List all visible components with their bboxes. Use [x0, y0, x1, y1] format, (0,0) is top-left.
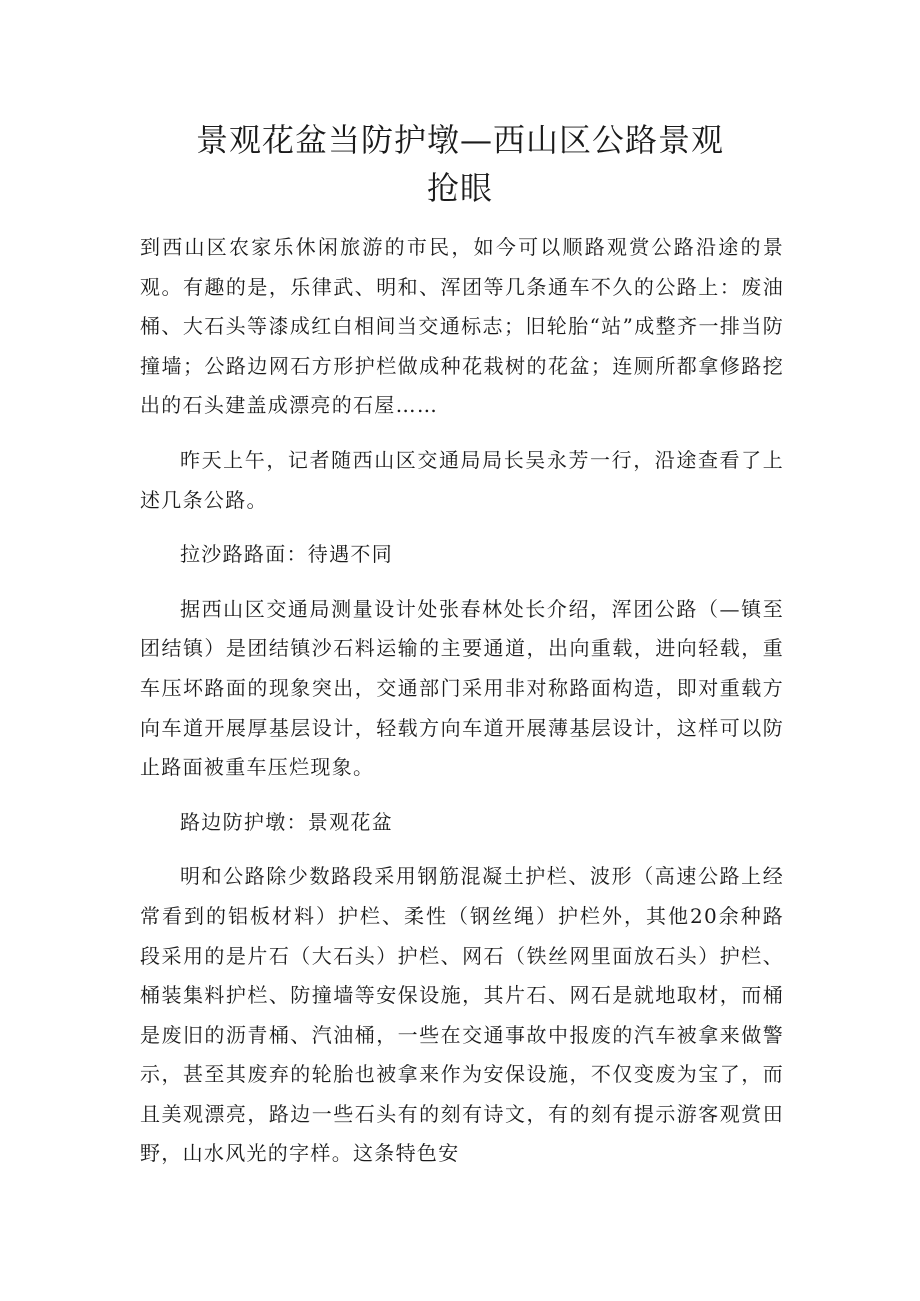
paragraph-visit: 昨天上午，记者随西山区交通局局长吴永芳一行，沿途查看了上述几条公路。 [140, 447, 784, 512]
paragraph-intro: 到西山区农家乐休闲旅游的市民，如今可以顺路观赏公路沿途的景观。有趣的是，乐律武、明和、浑团等几条通车不久的公路上：废油桶、大石头等漆成红白相间当交通标志；旧轮胎“站”成整齐一排当防撞墙；公路边网石方形护栏做成种花栽树的花盆；连厕所都拿修路挖出的石头建盖成漂亮的石屋…… [140, 235, 784, 418]
paragraph-road-surface: 据西山区交通局测量设计处张春林处长介绍，浑团公路（—镇至团结镇）是团结镇沙石料运输的主要通道，出向重载，进向轻载，重车压坏路面的现象突出，交通部门采用非对称路面构造，即对重载方向车道开展厚基层设计，轻载方向车道开展薄基层设计，这样可以防止路面被重车压烂现象。 [140, 596, 784, 780]
paragraph-guard-piers: 明和公路除少数路段采用钢筋混凝土护栏、波形（高速公路上经常看到的铝板材料）护栏、柔性（钢丝绳）护栏外，其他20余种路段采用的是片石（大石头）护栏、网石（铁丝网里面放石头）护栏、桶装集料护栏、防撞墙等安保设施，其片石、网石是就地取材，而桶是废旧的沥青桶、汽油桶，一些在交通事故中报废的汽车被拿来做警示，甚至其废弃的轮胎也被拿来作为安保设施，不仅变废为宝了，而且美观漂亮，路边一些石头有的刻有诗文，有的刻有提示游客观赏田野，山水风光的字样。这条特色安 [140, 864, 784, 1166]
title-line-1: 景观花盆当防护墩—西山区公路景观 [195, 121, 724, 159]
subheading-road-surface: 拉沙路路面：待遇不同 [180, 542, 393, 567]
subheading-guard-piers: 路边防护墩：景观花盆 [180, 809, 393, 834]
title-line-2: 抢眼 [426, 169, 493, 207]
article-title [140, 116, 780, 212]
article-body [140, 228, 784, 1189]
